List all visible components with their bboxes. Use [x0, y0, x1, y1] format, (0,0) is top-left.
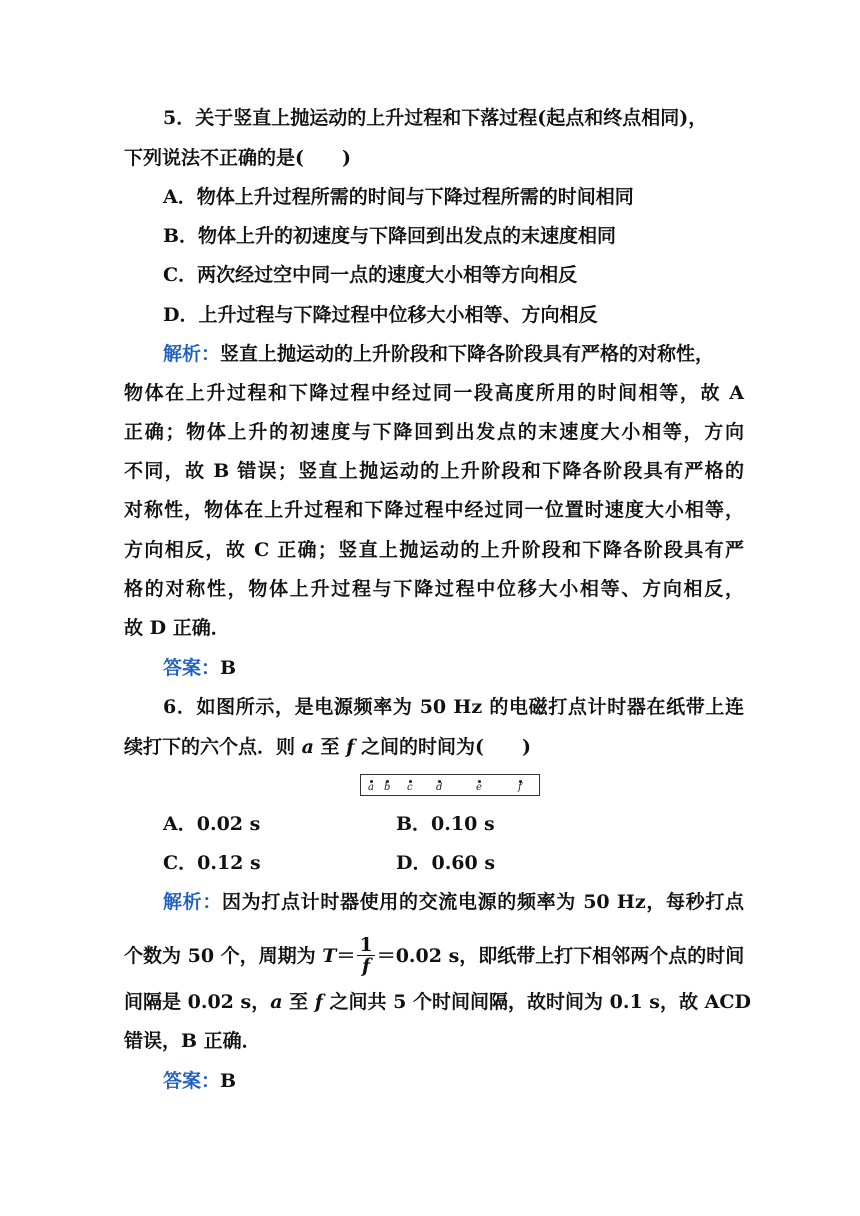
- q6-analysis-line-1: [163, 889, 744, 915]
- tape-label-f: f: [518, 782, 522, 793]
- q6-analysis-text-1: 因为打点计时器使用的交流电源的频率为 50 Hz，每秒打点: [222, 891, 744, 913]
- q6-analysis-text-2-post: ＝0.02 s，即纸带上打下相邻两个点的时间: [376, 945, 745, 967]
- q6-analysis-var-f: f: [314, 991, 323, 1013]
- q6-analysis-line-3: [124, 989, 751, 1015]
- q6-option-a: A．0.02 s: [163, 813, 261, 835]
- q5-analysis-label: 解析：: [163, 343, 221, 365]
- q6-stem-text-mid: 至: [313, 736, 347, 758]
- q6-option-d: D．0.60 s: [396, 852, 496, 874]
- q6-stem-line-2: [124, 734, 744, 760]
- q5-stem-line-1: 5．关于竖直上抛运动的上升过程和下落过程(起点和终点相同)，: [163, 107, 708, 129]
- q6-stem-text-post: 之间的时间为( ): [354, 736, 531, 758]
- q6-analysis-text-3-mid: 至: [282, 991, 315, 1013]
- q6-analysis-line-2: [124, 933, 745, 977]
- q6-stem-var-a: a: [301, 736, 314, 758]
- q5-analysis-line-2: 物体在上升过程和下降过程中经过同一段高度所用的时间相等，故 A: [124, 382, 744, 404]
- q6-option-c: C．0.12 s: [163, 852, 261, 874]
- q6-analysis-var-a: a: [270, 991, 283, 1013]
- tape-label-e: e: [476, 782, 482, 793]
- q5-analysis-line-1: [163, 341, 744, 367]
- q5-answer-label: 答案：: [163, 657, 221, 679]
- tape-label-d: d: [436, 782, 443, 793]
- q6-option-b: B．0.10 s: [396, 813, 495, 835]
- q5-analysis-line-5: 对称性，物体在上升过程和下降过程中经过同一位置时速度大小相等，: [124, 499, 744, 521]
- q5-option-a: A．物体上升过程所需的时间与下降过程所需的时间相同: [163, 186, 634, 208]
- q6-answer: [163, 1068, 744, 1094]
- q6-stem-text-pre: 续打下的六个点．则: [124, 736, 302, 758]
- q6-answer-label: 答案：: [163, 1070, 221, 1092]
- q6-stem-line-1: 6．如图所示，是电源频率为 50 Hz 的电磁打点计时器在纸带上连: [163, 696, 744, 718]
- q5-option-b: B．物体上升的初速度与下降回到出发点的末速度相同: [163, 225, 617, 247]
- q6-answer-value: B: [220, 1070, 237, 1092]
- q6-analysis-text-2-pre: 个数为 50 个，周期为: [124, 945, 323, 967]
- q5-stem-line-2: 下列说法不正确的是( ): [124, 147, 351, 169]
- q5-answer-value: B: [220, 657, 237, 679]
- paper-tape-figure: [360, 774, 540, 796]
- q6-analysis-text-3-pre: 间隔是 0.02 s，: [124, 991, 271, 1013]
- q6-analysis-text-3-post: 之间共 5 个时间间隔，故时间为 0.1 s，故 ACD: [322, 991, 751, 1013]
- q6-formula-equals: ＝: [336, 945, 356, 967]
- q5-analysis-line-8: 故 D 正确．: [124, 617, 230, 639]
- q5-option-d: D．上升过程与下降过程中位移大小相等、方向相反: [163, 304, 598, 326]
- q5-analysis-line-7: 格的对称性，物体上升过程与下降过程中位移大小相等、方向相反，: [124, 578, 744, 600]
- q5-option-c: C．两次经过空中同一点的速度大小相等方向相反: [163, 264, 578, 286]
- tape-label-c: c: [407, 782, 413, 793]
- tape-label-b: b: [384, 782, 391, 793]
- q6-fraction-denominator: f: [361, 954, 371, 977]
- q6-analysis-label: 解析：: [163, 891, 222, 913]
- q5-analysis-line-6: 方向相反，故 C 正确；竖直上抛运动的上升阶段和下降各阶段具有严: [124, 539, 744, 561]
- q6-analysis-line-4: 错误，B 正确．: [124, 1030, 261, 1052]
- q6-stem-var-f: f: [346, 736, 355, 758]
- q5-answer: [163, 655, 744, 681]
- q5-analysis-line-3: 正确；物体上升的初速度与下降回到出发点的末速度大小相等，方向: [124, 421, 744, 443]
- q6-fraction-numerator: 1: [359, 933, 373, 956]
- tape-label-a: a: [368, 782, 374, 793]
- q5-analysis-text-1: 竖直上抛运动的上升阶段和下降各阶段具有严格的对称性，: [220, 343, 715, 365]
- q6-formula-T: T: [322, 945, 337, 967]
- q5-analysis-line-4: 不同，故 B 错误；竖直上抛运动的上升阶段和下降各阶段具有严格的: [124, 460, 744, 482]
- q6-fraction: [357, 935, 374, 976]
